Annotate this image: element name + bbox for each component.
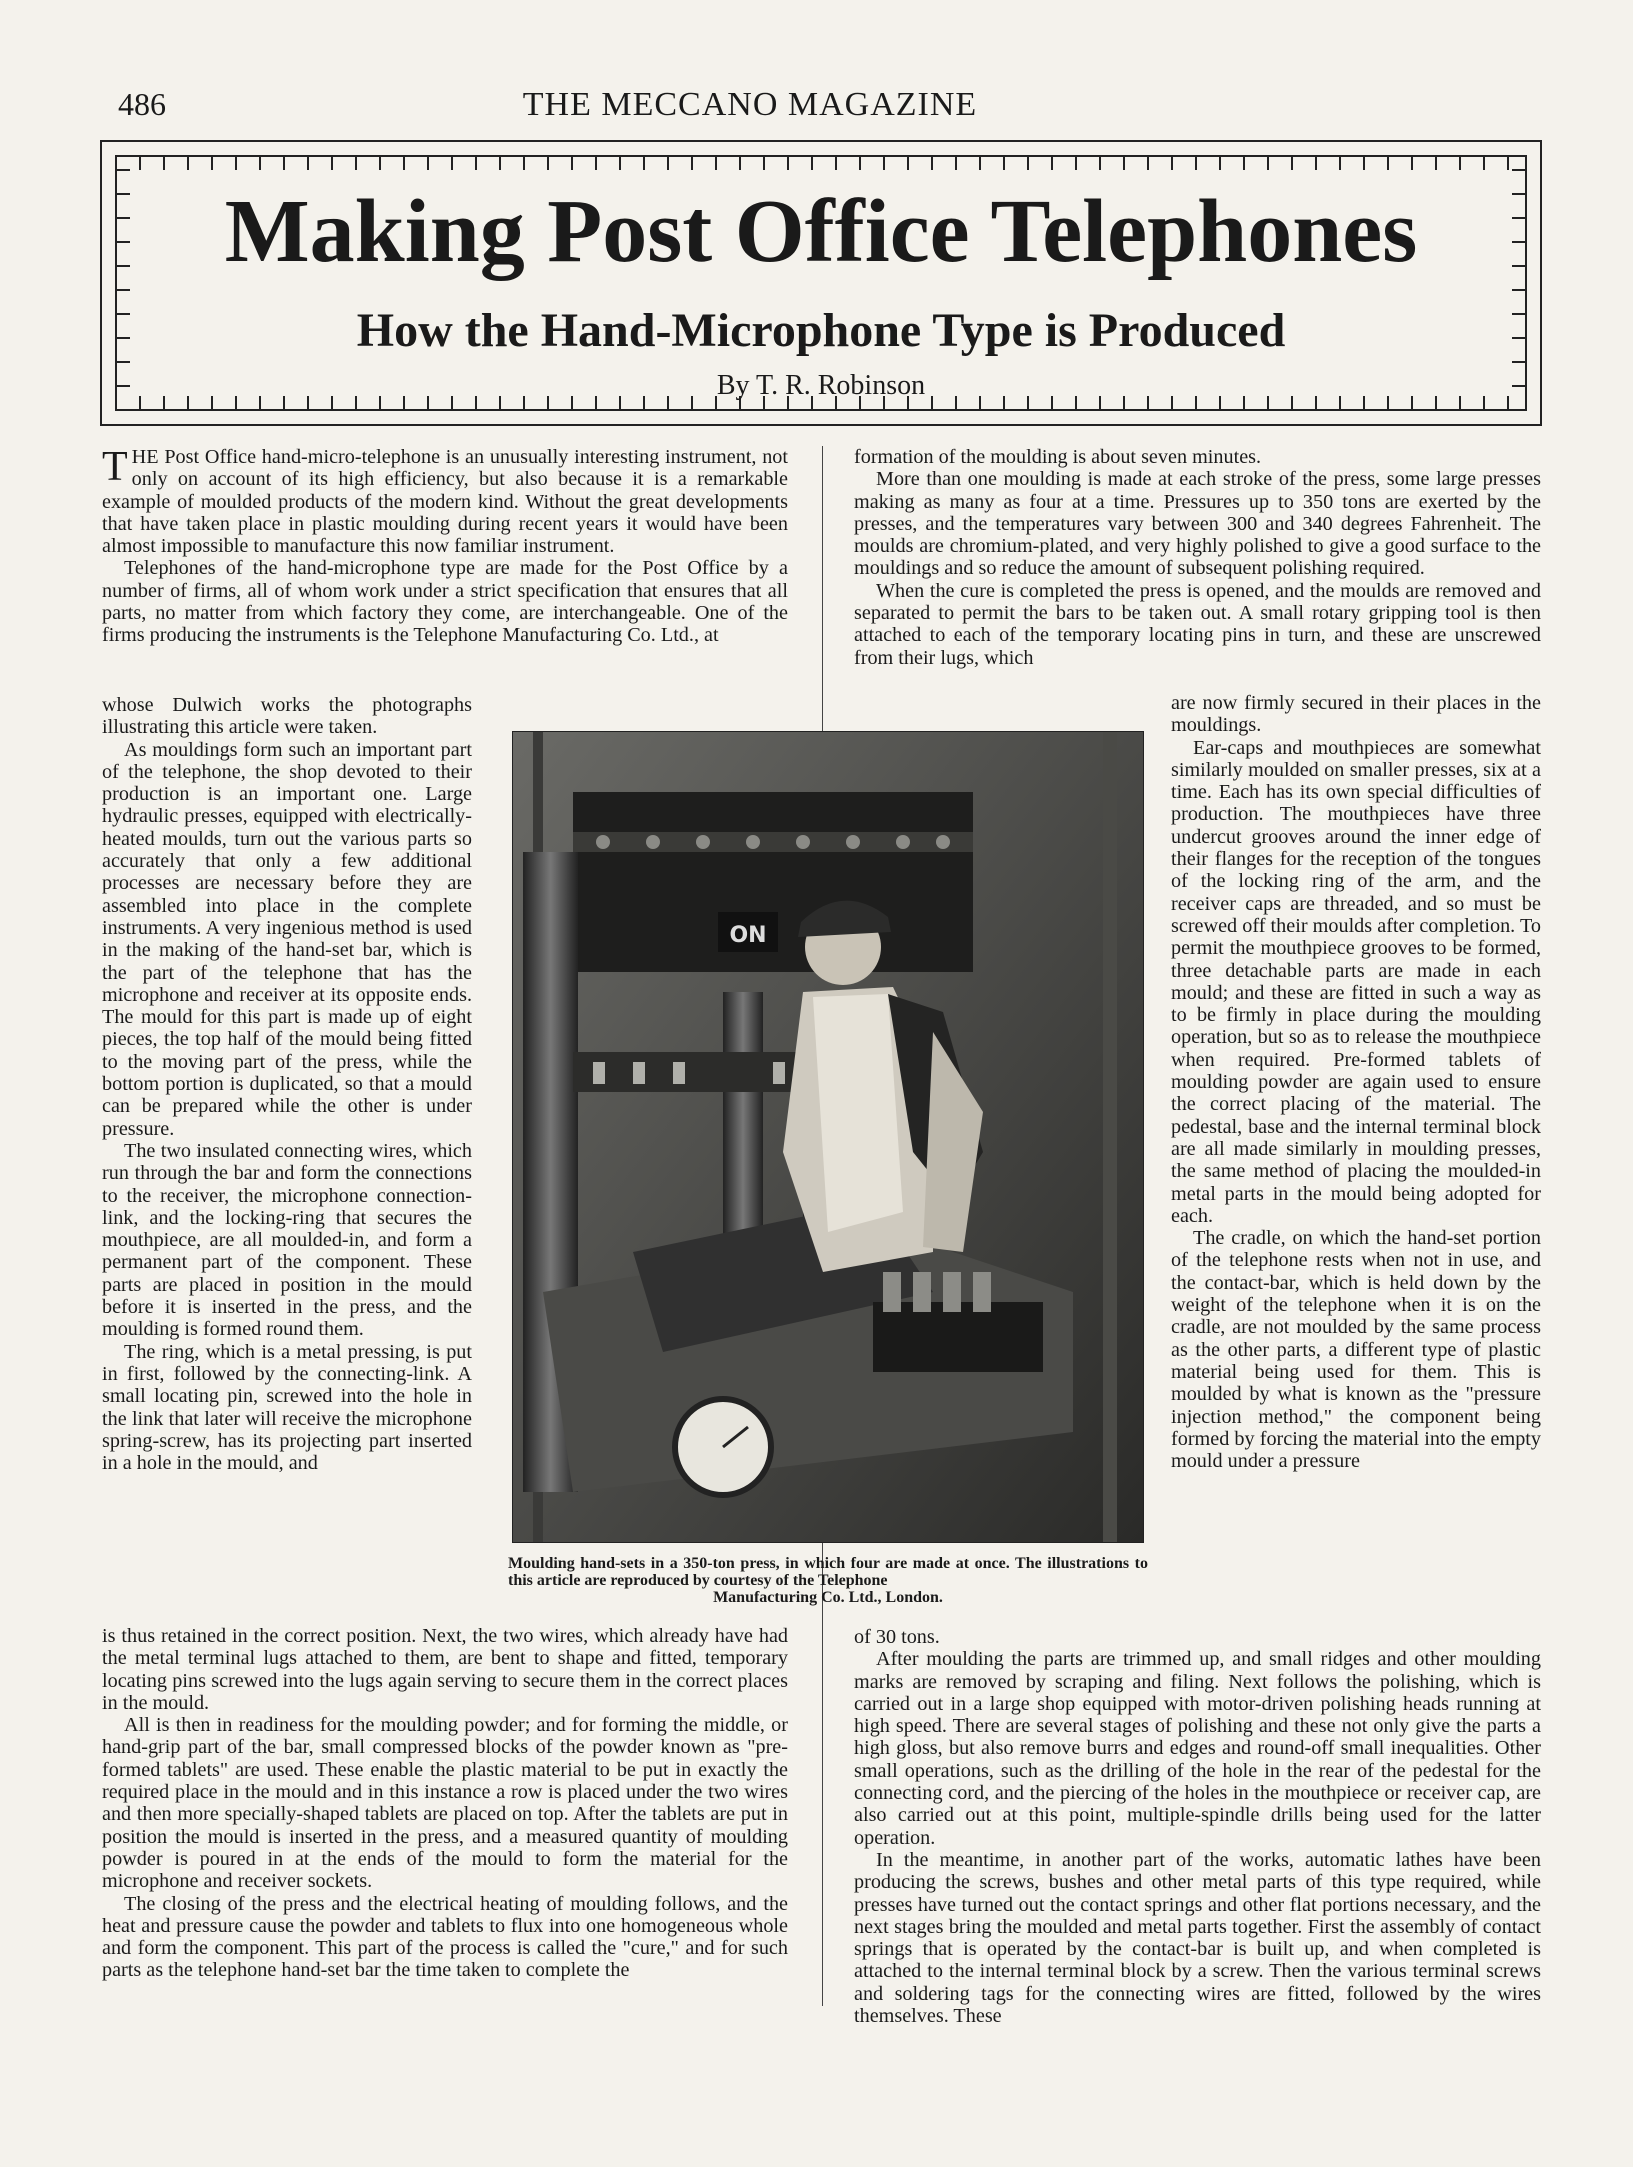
paragraph: Telephones of the hand-microphone type are made for the Post Office by a number of firms, all of whom work under a strict specification that ensures that all parts, no matter from which factory they come, are interchangeable. One of the firms producing the instruments is the Telephone Manufacturing Co. Ltd., at (102, 557, 788, 647)
article-title: Making Post Office Telephones (224, 182, 1418, 281)
paragraph: More than one moulding is made at each stroke of the press, some large presses making as many as four at a time. Pressures up to 350 tons are exerted by the presses, and the temperatures vary between 300 and 340 degrees Fahrenheit. The moulds are chromium-plated, and very highly polished to give a good surface to the mouldings and so reduce the amount of subsequent polishing required. (854, 468, 1541, 580)
paragraph: formation of the moulding is about seven minutes. (854, 446, 1262, 468)
paragraph: The closing of the press and the electrical heating of moulding follows, and the heat and pressure cause the powder and tablets to flux into one homogeneous whole and form the component. This part of the process is called the "cure," and for such parts as the telephone hand-set bar the time taken to complete the (102, 1892, 788, 1982)
paragraph: are now firmly secured in their places in the mouldings. (1171, 692, 1541, 737)
press-photograph-illustration (513, 732, 1143, 1542)
press-on-sign: ON (729, 923, 767, 948)
column2-narrow (1171, 692, 1541, 1472)
article-subtitle: How the Hand-Microphone Type is Produced (356, 304, 1286, 357)
paragraph: The ring, which is a metal pressing, is put in first, followed by the connecting-link. A small locating pin, screwed into the hole in the link that later will receive the microphone spring-screw, has its projecting part inserted in a hole in the mould, and (102, 1340, 472, 1475)
column1-bottom (102, 1625, 788, 1982)
paragraph (102, 446, 788, 557)
paragraph: The cradle, on which the hand-set portion of the telephone rests when not in use, and the contact-bar, which is held down by the weight of the telephone when it is on the cradle, are not moulded by the same process as the other parts, a different type of plastic material being used for them. This is moulded by what is known as the "pressure injection method," the component being formed by forcing the material into the empty mould under a pressure (1171, 1227, 1541, 1473)
page-number: 486 (118, 86, 166, 122)
photo-caption (508, 1555, 1148, 1606)
column2-top (854, 446, 1541, 669)
column1-top (102, 446, 788, 647)
paragraph: All is then in readiness for the moulding powder; and for forming the middle, or hand-grip part of the bar, small compressed blocks of the powder known as "pre-formed tablets" are used. These enable the plastic material to be put in exactly the required place in the mould and in this instance a row is placed under the two wires and then more specially-shaped tablets are placed on top. After the tablets are put in position the mould is inserted in the press, and a measured quantity of moulding powder is poured in at the ends of the mould to form the material for the microphone and receiver sockets. (102, 1714, 788, 1893)
caption-text: Moulding hand-sets in a 350-ton press, in which four are made at once. The illustrations to this article are reproduced by courtesy of the Telephone (508, 1555, 1148, 1589)
paragraph: After moulding the parts are trimmed up, and small ridges and other moulding marks are removed by scraping and filing. Next follows the polishing, which is carried out in a large shop equipped with motor-driven polishing heads running at high speed. There are several stages of polishing and these not only give the parts a high gloss, but also remove burrs and edges and round-off small inequalities. Other small operations, such as the drilling of the hole in the rear of the pedestal for the connecting cord, and the piercing of the holes in the mouthpiece or receiver cap, are also carried out at this point, multiple-spindle drills being used for the latter operation. (854, 1648, 1541, 1849)
paragraph: is thus retained in the correct position. Next, the two wires, which already have had the metal terminal lugs attached to them, are bent to shape and fitted, temporary locating pins screwed into the lugs again serving to secure them in the correct places in the mould. (102, 1625, 788, 1714)
paragraph: The two insulated connecting wires, which run through the bar and form the connections to the receiver, the microphone connection-link, and the locking-ring that secures the mouthpiece, are all moulded-in, and form a permanent part of the component. These parts are placed in position in the mould before it is inserted in the press, and the moulding is formed round them. (102, 1139, 472, 1341)
paragraph-text: HE Post Office hand-micro-telephone is an unusually interesting instrument, not only on account of its high efficiency, but also because it is a remarkable example of moulded products of the modern kind. Without the great developments that have taken place in plastic moulding during recent years it would have been almost impossible to manufacture this now familiar instrument. (102, 446, 788, 558)
paragraph: Ear-caps and mouthpieces are somewhat similarly moulded on smaller presses, six at a time. Each has its own special difficulties of production. The mouthpieces have three undercut grooves around the inner edge of their flanges for the reception of the tongues of the locking ring of the arm, and the receiver caps are threaded, and so must be screwed off their moulds after completion. To permit the mouthpiece grooves to be formed, three detachable parts are made in each mould; and these are fitted in such a way as to be firmly in place during the moulding operation, but so as to release the mouthpiece when required. Pre-formed tablets of moulding powder are again used to ensure the correct placing of the material. The pedestal, base and the internal terminal block are all made similarly in moulding presses, the same method of placing the moulded-in metal parts in the mould being adopted for each. (1171, 736, 1541, 1227)
paragraph: whose Dulwich works the photographs illustrating this article were taken. (102, 694, 472, 739)
drop-cap: T (102, 444, 128, 490)
paragraph: As mouldings form such an important part of the telephone, the shop devoted to their production is an important one. Large hydraulic presses, equipped with electrically-heated moulds, turn out the various parts so accurately that only a few additional processes are necessary before they are assembled into place in the complete instruments. A very ingenious method is used in the making of the hand-set bar, which is the part of the telephone that has the microphone and receiver at its opposite ends. The mould for this part is made up of eight pieces, the top half of the mould being fitted to the moving part of the press, while the bottom portion is duplicated, so that a mould can be prepared while the other is under pressure. (102, 738, 472, 1140)
running-head: THE MECCANO MAGAZINE (522, 86, 978, 123)
paragraph: When the cure is completed the press is opened, and the moulds are removed and separated to permit the bars to be taken out. A small rotary gripping tool is then attached to each of the temporary locating pins in turn, and these are unscrewed from their lugs, which (854, 579, 1541, 669)
title-frame (100, 140, 1542, 426)
article-byline: By T. R. Robinson (716, 370, 926, 401)
paragraph: In the meantime, in another part of the works, automatic lathes have been producing the screws, bushes and other metal parts of this type required, while presses have turned out the contact springs and other flat portions necessary, and the next stages bring the moulded and metal parts together. First the assembly of contact springs that is operated by the contact-bar is built up, and when completed is attached to the internal terminal block by a screw. Then the various terminal screws and soldering tags for the connecting wires are fitted, followed by the wires themselves. These (854, 1848, 1541, 2028)
press-photograph (512, 731, 1144, 1543)
column1-narrow (102, 694, 472, 1474)
paragraph: of 30 tons. (854, 1626, 940, 1648)
column2-bottom (854, 1626, 1541, 2027)
caption-credit: Manufacturing Co. Ltd., London. (713, 1589, 943, 1606)
